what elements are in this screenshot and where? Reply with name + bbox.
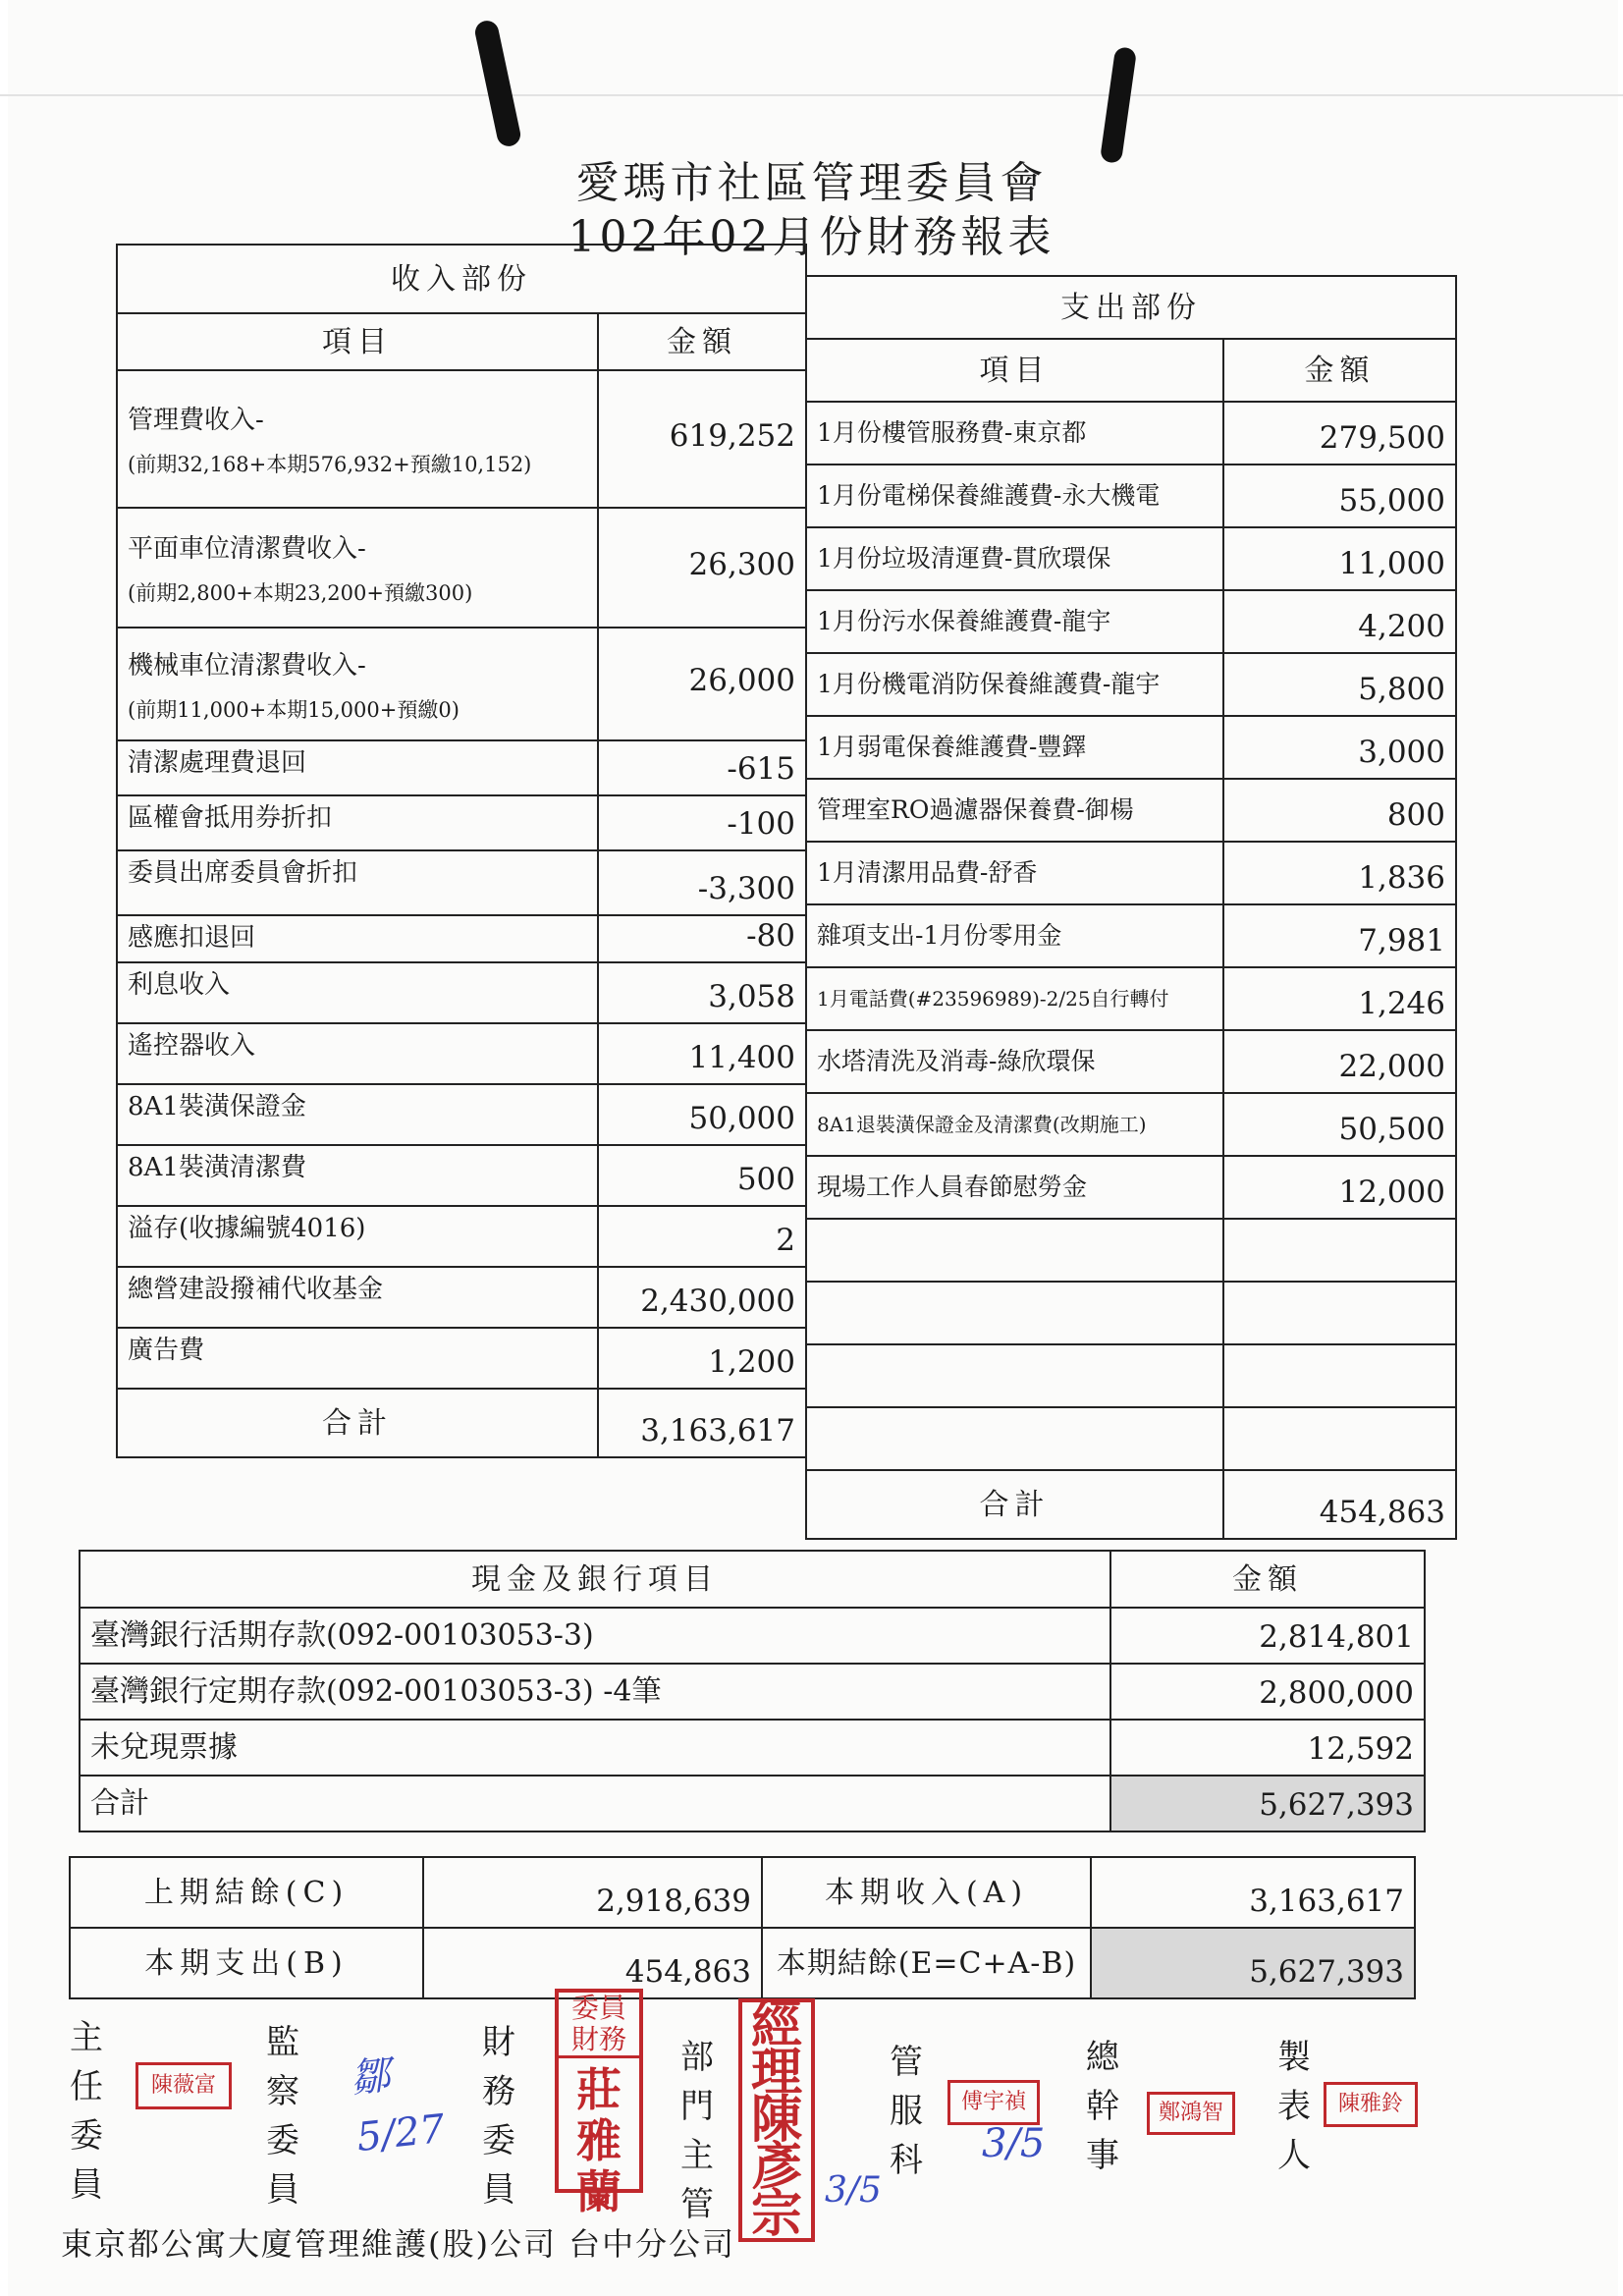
income-item-label: 感應扣退回 <box>128 923 256 953</box>
cash-amount: 2,800,000 <box>1110 1664 1425 1720</box>
cash-item: 未兌現票據 <box>80 1720 1110 1776</box>
income-item-cell <box>117 850 598 915</box>
income-item-cell <box>117 1084 598 1145</box>
expense-total-label: 合計 <box>806 1470 1223 1539</box>
expense-item: 1月份機電消防保養維護費-龍宇 <box>806 653 1223 716</box>
expense-col-amount: 金額 <box>1223 339 1456 402</box>
expense-item: 1月弱電保養維護費-豐鐸 <box>806 716 1223 779</box>
cash-row <box>80 1776 1425 1831</box>
income-item-cell <box>117 962 598 1023</box>
expense-row <box>806 527 1456 590</box>
income-row <box>117 1084 806 1145</box>
cash-header: 現金及銀行項目 <box>80 1551 1110 1608</box>
expense-row <box>806 842 1456 904</box>
income-amount: 26,000 <box>598 628 806 740</box>
report-title-period: 102年02月份財務報表 <box>568 212 1055 262</box>
cash-amount: 2,814,801 <box>1110 1608 1425 1664</box>
income-row <box>117 795 806 850</box>
cash-amount: 5,627,393 <box>1110 1776 1425 1831</box>
income-item-cell <box>117 508 598 628</box>
income-col-amount: 金額 <box>598 313 806 370</box>
cash-item: 臺灣銀行定期存款(092-00103053-3) -4筆 <box>80 1664 1110 1720</box>
cash-row <box>80 1720 1425 1776</box>
cash-table <box>79 1550 1426 1832</box>
expense-amount <box>1223 1407 1456 1470</box>
preparer-stamp: 陳雅鈴 <box>1324 2082 1418 2127</box>
expense-row <box>806 1219 1456 1282</box>
income-item-detail: (前期11,000+本期15,000+預繳0) <box>128 697 460 722</box>
income-amount: 1,200 <box>598 1328 806 1389</box>
expense-item: 1月份垃圾清運費-貫欣環保 <box>806 527 1223 590</box>
expense-row <box>806 716 1456 779</box>
mgmt-stamp: 傅宇禎 <box>947 2080 1040 2125</box>
income-item-cell <box>117 915 598 962</box>
cash-row <box>80 1608 1425 1664</box>
prev-balance-label: 上期結餘(C) <box>70 1857 423 1928</box>
finance-stamp-header: 委員 財務 <box>559 1993 639 2058</box>
mgmt-handwriting: 3/5 <box>982 2121 1046 2166</box>
income-item-label: 委員出席委員會折扣 <box>128 858 358 888</box>
income-amount: 50,000 <box>598 1084 806 1145</box>
expense-amount: 800 <box>1223 779 1456 842</box>
income-amount: 3,058 <box>598 962 806 1023</box>
income-amount: 2,430,000 <box>598 1267 806 1328</box>
income-item-label: 溢存(收據編號4016) <box>128 1214 366 1244</box>
income-item-cell <box>117 1145 598 1206</box>
income-row <box>117 628 806 740</box>
period-balance-value: 5,627,393 <box>1091 1928 1415 1998</box>
expense-amount: 50,500 <box>1223 1093 1456 1156</box>
expense-row <box>806 1407 1456 1470</box>
expense-row <box>806 465 1456 527</box>
fold-line <box>0 94 1623 96</box>
expense-item: 1月清潔用品費-舒香 <box>806 842 1223 904</box>
income-item-cell <box>117 1328 598 1389</box>
income-amount: 26,300 <box>598 508 806 628</box>
expense-item <box>806 1219 1223 1282</box>
expense-amount: 11,000 <box>1223 527 1456 590</box>
finance-stamp-name: 莊雅蘭 <box>576 2063 622 2218</box>
income-amount: -615 <box>598 740 806 795</box>
expense-row <box>806 1156 1456 1219</box>
cash-item: 合計 <box>80 1776 1110 1831</box>
income-amount: -3,300 <box>598 850 806 915</box>
finance-label: 財務委員 <box>482 2023 515 2210</box>
income-item-label: 8A1裝潢清潔費 <box>128 1153 306 1183</box>
expense-amount <box>1223 1344 1456 1407</box>
period-balance-label: 本期結餘(E=C+A-B) <box>762 1928 1091 1998</box>
income-item-label: 機械車位清潔費收入- <box>128 650 366 681</box>
expense-section-header: 支出部份 <box>806 276 1456 339</box>
expense-item: 1月份污水保養維護費-龍宇 <box>806 590 1223 653</box>
income-item-detail: (前期2,800+本期23,200+預繳300) <box>128 581 473 606</box>
income-item-cell <box>117 1267 598 1328</box>
income-item-label: 總營建設撥補代收基金 <box>128 1275 384 1305</box>
income-item-label: 廣告費 <box>128 1336 205 1366</box>
expense-item: 1月份電梯保養維護費-永大機電 <box>806 465 1223 527</box>
income-total-label: 合計 <box>117 1389 598 1457</box>
income-row <box>117 1328 806 1389</box>
income-item-cell <box>117 628 598 740</box>
expense-amount: 1,246 <box>1223 967 1456 1030</box>
income-item-cell <box>117 740 598 795</box>
income-item-detail: (前期32,168+本期576,932+預繳10,152) <box>128 453 532 477</box>
income-row <box>117 1145 806 1206</box>
chair-label: 主任委員 <box>70 2018 103 2205</box>
summary-table <box>69 1856 1416 1999</box>
expense-amount: 12,000 <box>1223 1156 1456 1219</box>
income-amount: 2 <box>598 1206 806 1267</box>
income-item-cell <box>117 1206 598 1267</box>
income-row <box>117 508 806 628</box>
period-expense-value: 454,863 <box>423 1928 762 1998</box>
expense-row <box>806 1282 1456 1344</box>
prev-balance-value: 2,918,639 <box>423 1857 762 1928</box>
income-row <box>117 370 806 508</box>
dept-stamp: 經理陳彥宗 <box>738 1998 815 2242</box>
expense-amount <box>1223 1219 1456 1282</box>
expense-amount: 7,981 <box>1223 904 1456 967</box>
income-item-label: 管理費收入- <box>128 406 264 436</box>
expense-amount: 1,836 <box>1223 842 1456 904</box>
expense-item: 現場工作人員春節慰勞金 <box>806 1156 1223 1219</box>
expense-amount <box>1223 1282 1456 1344</box>
income-amount: 11,400 <box>598 1023 806 1084</box>
income-item-label: 清潔處理費退回 <box>128 748 307 778</box>
preparer-label: 製表人 <box>1277 2038 1311 2175</box>
expense-row <box>806 653 1456 716</box>
income-row <box>117 850 806 915</box>
expense-item: 1月份樓管服務費-東京都 <box>806 402 1223 465</box>
expense-col-item: 項目 <box>806 339 1223 402</box>
income-item-label: 平面車位清潔費收入- <box>128 534 366 565</box>
expense-row <box>806 1030 1456 1093</box>
expense-row <box>806 1344 1456 1407</box>
cash-amount: 12,592 <box>1110 1720 1425 1776</box>
income-row <box>117 1267 806 1328</box>
expense-item: 1月電話費(#23596989)-2/25自行轉付 <box>806 967 1223 1030</box>
expense-amount: 4,200 <box>1223 590 1456 653</box>
income-item-label: 區權會抵用券折扣 <box>128 803 333 833</box>
cash-row <box>80 1664 1425 1720</box>
expense-amount: 279,500 <box>1223 402 1456 465</box>
expense-row <box>806 967 1456 1030</box>
chair-stamp: 陳薇富 <box>135 2062 232 2109</box>
period-income-label: 本期收入(A) <box>762 1857 1091 1928</box>
income-amount: -100 <box>598 795 806 850</box>
supervisor-handwriting: 鄒 5/27 <box>348 2052 448 2161</box>
income-amount: 500 <box>598 1145 806 1206</box>
expense-item: 雜項支出-1月份零用金 <box>806 904 1223 967</box>
income-row <box>117 1206 806 1267</box>
income-row <box>117 740 806 795</box>
cash-item: 臺灣銀行活期存款(092-00103053-3) <box>80 1608 1110 1664</box>
income-row <box>117 962 806 1023</box>
expense-row <box>806 1093 1456 1156</box>
income-row <box>117 915 806 962</box>
income-item-cell <box>117 370 598 508</box>
mgmt-label: 管服科 <box>890 2043 923 2180</box>
expense-row <box>806 402 1456 465</box>
income-table <box>116 244 807 1458</box>
company-footer: 東京都公寓大廈管理維護(股)公司 台中分公司 <box>61 2225 736 2263</box>
expense-amount: 5,800 <box>1223 653 1456 716</box>
dept-label: 部門主管 <box>680 2038 714 2224</box>
expense-item <box>806 1282 1223 1344</box>
period-expense-label: 本期支出(B) <box>70 1928 423 1998</box>
income-item-label: 遙控器收入 <box>128 1031 256 1062</box>
expense-item: 8A1退裝潢保證金及清潔費(改期施工) <box>806 1093 1223 1156</box>
income-item-cell <box>117 1023 598 1084</box>
expense-amount: 3,000 <box>1223 716 1456 779</box>
expense-item <box>806 1344 1223 1407</box>
general-label: 總幹事 <box>1086 2038 1119 2175</box>
income-col-item: 項目 <box>117 313 598 370</box>
income-item-label: 8A1裝潢保證金 <box>128 1092 306 1122</box>
supervisor-label: 監察委員 <box>266 2023 299 2210</box>
dept-handwriting: 3/5 <box>825 2170 882 2211</box>
finance-stamp <box>555 1989 643 2218</box>
income-row <box>117 1023 806 1084</box>
general-stamp: 鄭鴻智 <box>1147 2092 1235 2135</box>
expense-item: 水塔清洗及消毒-綠欣環保 <box>806 1030 1223 1093</box>
income-amount: -80 <box>598 915 806 962</box>
expense-row <box>806 779 1456 842</box>
income-item-label: 利息收入 <box>128 970 231 1001</box>
income-item-cell <box>117 795 598 850</box>
period-income-value: 3,163,617 <box>1091 1857 1415 1928</box>
income-section-header: 收入部份 <box>117 245 806 313</box>
cash-col-amount: 金額 <box>1110 1551 1425 1608</box>
expense-item <box>806 1407 1223 1470</box>
expense-amount: 55,000 <box>1223 465 1456 527</box>
expense-total-amount: 454,863 <box>1223 1470 1456 1539</box>
income-total-amount: 3,163,617 <box>598 1389 806 1457</box>
expense-row <box>806 590 1456 653</box>
expense-item: 管理室RO過濾器保養費-御楊 <box>806 779 1223 842</box>
expense-table <box>805 275 1457 1540</box>
report-title-org: 愛瑪市社區管理委員會 <box>575 158 1048 208</box>
income-amount: 619,252 <box>598 370 806 508</box>
expense-amount: 22,000 <box>1223 1030 1456 1093</box>
expense-row <box>806 904 1456 967</box>
